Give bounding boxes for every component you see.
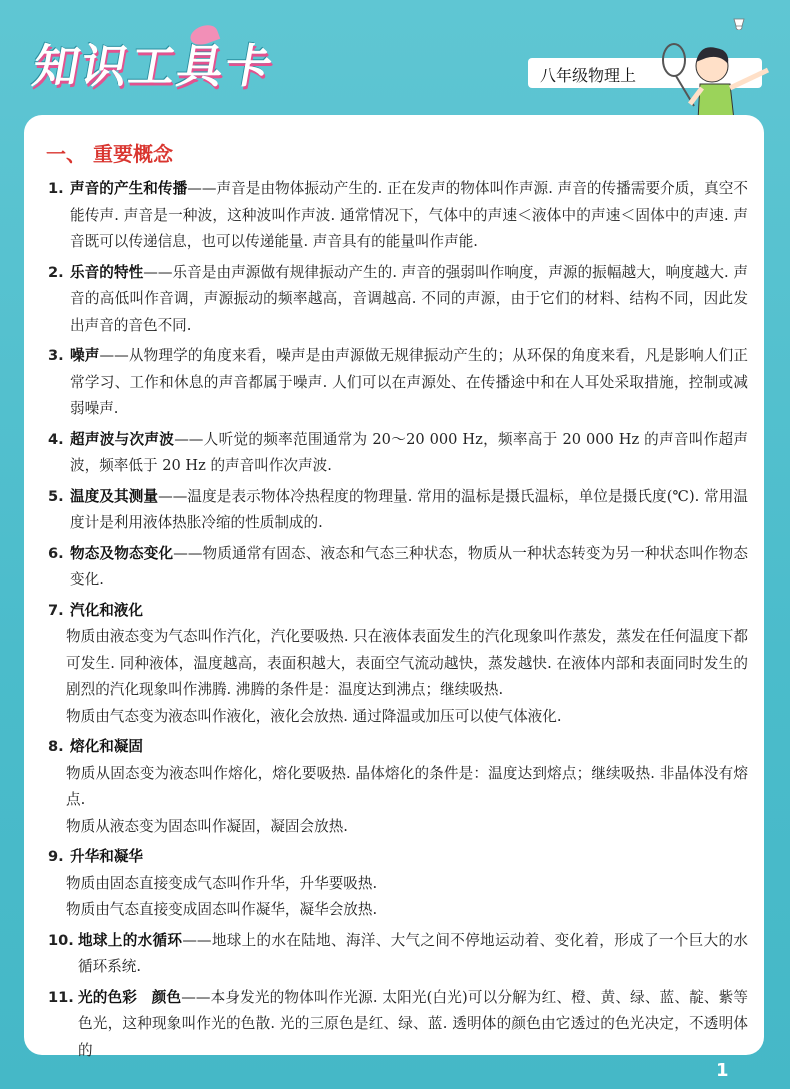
list-item xyxy=(48,844,748,924)
item-separator: —— xyxy=(187,180,217,197)
list-item xyxy=(48,427,748,480)
item-term: 熔化和凝固 xyxy=(70,738,143,755)
item-number: 5. xyxy=(48,487,64,505)
item-number: 2. xyxy=(48,263,64,281)
item-separator: —— xyxy=(174,430,204,448)
item-text: 从物理学的角度来看，噪声是由声源做无规律振动产生的；从环保的角度来看，凡是影响人们正常学习、工作和休息的声音都属于噪声. 人们可以在声源处、在传播途中和在人耳处采取措施，控制或减弱噪声. xyxy=(70,347,748,417)
item-term: 超声波与次声波 xyxy=(70,430,175,448)
list-item xyxy=(48,928,748,981)
item-paragraph: 物质从液态变为固态叫作凝固，凝固会放热. xyxy=(66,817,348,835)
item-paragraph: 物质从固态变为液态叫作熔化，熔化要吸热. 晶体熔化的条件是：温度达到熔点；继续吸热. 非晶体没有熔点. xyxy=(66,764,748,808)
list-item xyxy=(48,541,748,594)
item-paragraph: 物质由固态直接变成气态叫作升华，升华要吸热. xyxy=(66,874,378,892)
item-separator: —— xyxy=(181,988,211,1006)
list-item xyxy=(48,484,748,537)
item-number: 1. xyxy=(48,180,64,197)
item-separator: —— xyxy=(143,263,173,281)
section-title: 一、 重要概念 xyxy=(46,142,173,166)
item-separator: —— xyxy=(99,347,129,364)
item-paragraph: 物质由气态变为液态叫作液化，液化会放热. 通过降温或加压可以使气体液化. xyxy=(66,707,562,725)
list-item xyxy=(48,985,748,1065)
item-text: 人听觉的频率范围通常为 20～20 000 Hz，频率高于 20 000 Hz 的声音叫作超声波，频率低于 20 Hz 的声音叫作次声波. xyxy=(70,430,748,474)
item-text: 温度是表示物体冷热程度的物理量. 常用的温标是摄氏温标，单位是摄氏度(℃). 常用温度计是利用液体热胀冷缩的性质制成的. xyxy=(70,487,748,531)
list-item xyxy=(48,598,748,731)
item-number: 6. xyxy=(48,544,64,562)
item-term: 乐音的特性 xyxy=(70,263,144,281)
list-item xyxy=(48,343,748,423)
item-term: 噪声 xyxy=(70,347,100,364)
item-term: 汽化和液化 xyxy=(70,601,143,619)
item-number: 10. xyxy=(48,931,74,949)
item-text: 乐音是由声源做有规律振动产生的. 声音的强弱叫作响度，声源的振幅越大，响度越大. 声音的高低叫作音调，声源振动的频率越高，音调越高. 不同的声源，由于它们的材料、结构不同，因此发出声音的音色不同. xyxy=(70,263,748,334)
item-term: 光的色彩 颜色 xyxy=(78,988,182,1006)
page-number: 1 xyxy=(716,1060,729,1081)
list-item xyxy=(48,260,748,340)
item-text: 地球上的水在陆地、海洋、大气之间不停地运动着、变化着，形成了一个巨大的水循环系统. xyxy=(78,931,748,975)
item-separator: —— xyxy=(173,544,203,562)
concept-list xyxy=(48,176,748,1068)
item-term: 物态及物态变化 xyxy=(70,544,174,562)
item-number: 8. xyxy=(48,738,64,755)
item-number: 4. xyxy=(48,430,64,448)
item-separator: —— xyxy=(182,931,212,949)
item-term: 温度及其测量 xyxy=(70,487,159,505)
item-paragraph: 物质由气态直接变成固态叫作凝华，凝华会放热. xyxy=(66,901,378,918)
item-term: 升华和凝华 xyxy=(70,848,143,865)
item-paragraph: 物质由液态变为气态叫作汽化，汽化要吸热. 只在液体表面发生的汽化现象叫作蒸发，蒸发在任何温度下都可发生. 同种液体，温度越高，表面积越大，表面空气流动越快，蒸发越快. 在液体内部和表面同时发生的剧烈的汽化现象叫作沸腾. 沸腾的条件是：温度达到沸点；继续吸热. xyxy=(66,628,748,698)
list-item xyxy=(48,734,748,840)
list-item xyxy=(48,176,748,256)
item-number: 9. xyxy=(48,848,64,865)
item-text: 物质通常有固态、液态和气态三种状态，物质从一种状态转变为另一种状态叫作物态变化. xyxy=(70,544,748,588)
brand-title: 知识工具卡 xyxy=(28,39,279,93)
item-text: 声音是由物体振动产生的. 正在发声的物体叫作声源. 声音的传播需要介质，真空不能传声. 声音是一种波，这种波叫作声波. 通常情况下，气体中的声速＜液体中的声速＜固体中的声速. 声音既可以传递信息，也可以传递能量. 声音具有的能量叫作声能. xyxy=(70,180,748,250)
item-number: 7. xyxy=(48,601,64,619)
grade-label: 八年级物理上 xyxy=(540,66,637,85)
item-term: 声音的产生和传播 xyxy=(70,180,188,197)
item-term: 地球上的水循环 xyxy=(78,931,183,949)
item-number: 11. xyxy=(48,988,74,1006)
item-text: 本身发光的物体叫作光源. 太阳光(白光)可以分解为红、橙、黄、绿、蓝、靛、紫等色光，这种现象叫作光的色散. 光的三原色是红、绿、蓝. 透明体的颜色由它透过的色光决定，不透明体的 xyxy=(78,988,748,1059)
item-separator: —— xyxy=(158,487,188,505)
item-number: 3. xyxy=(48,347,64,364)
